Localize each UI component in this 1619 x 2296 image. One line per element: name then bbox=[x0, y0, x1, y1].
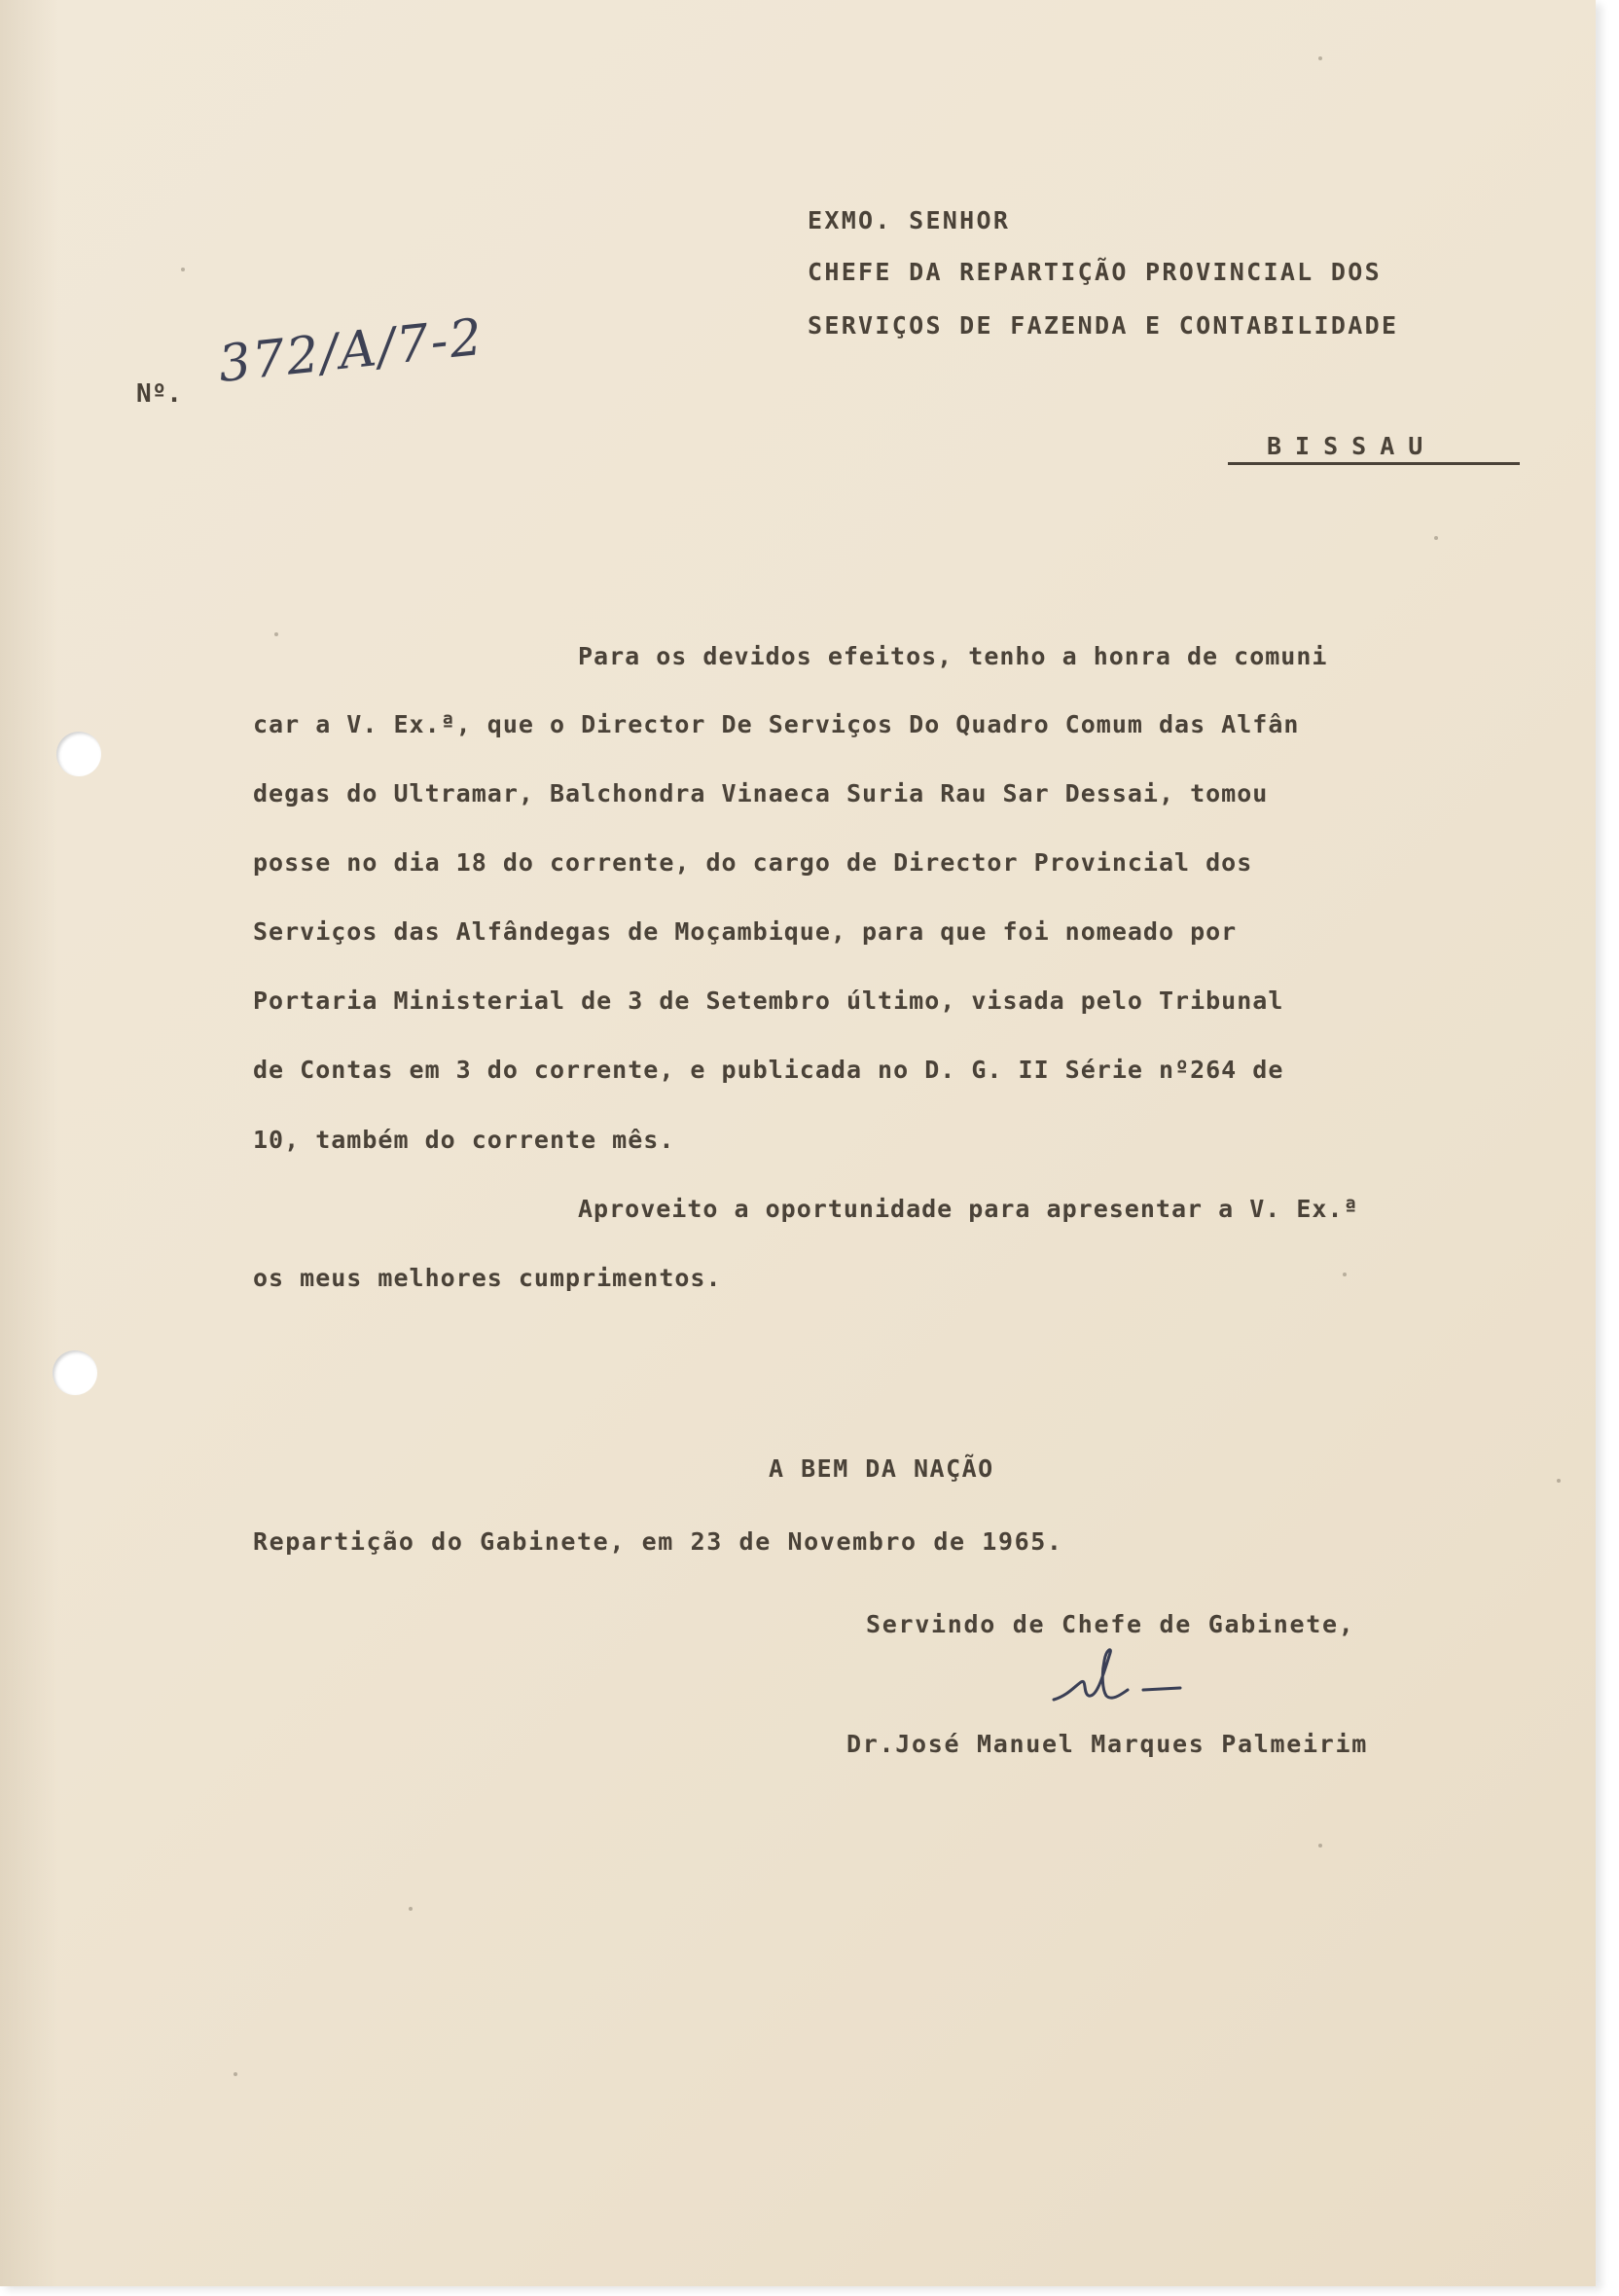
place-and-date: Repartição do Gabinete, em 23 de Novembro de 1965. bbox=[253, 1527, 1063, 1556]
body-text: Para os devidos efeitos, tenho a honra de comuni bbox=[578, 642, 1328, 670]
paper-speck bbox=[274, 632, 278, 636]
body-text: Serviços das Alfândegas de Moçambique, para que foi nomeado por bbox=[253, 917, 1238, 946]
addressee-line-2: CHEFE DA REPARTIÇÃO PROVINCIAL DOS bbox=[808, 258, 1382, 286]
city-underline bbox=[1228, 462, 1520, 465]
body-line bbox=[253, 710, 1518, 738]
signature-mark bbox=[1046, 1639, 1202, 1717]
body-text: degas do Ultramar, Balchondra Vinaeca Suria Rau Sar Dessai, tomou bbox=[253, 779, 1269, 807]
signatory-name: Dr.José Manuel Marques Palmeirim bbox=[846, 1730, 1369, 1758]
body-text: Portaria Ministerial de 3 de Setembro último, visada pelo Tribunal bbox=[253, 987, 1284, 1015]
punch-hole-top bbox=[56, 732, 101, 776]
paper-speck bbox=[234, 2072, 237, 2076]
body-text: posse no dia 18 do corrente, do cargo de Director Provincial dos bbox=[253, 848, 1253, 877]
body-text: os meus melhores cumprimentos. bbox=[253, 1264, 722, 1292]
body-line bbox=[253, 779, 1518, 807]
paper-speck bbox=[1318, 56, 1322, 60]
body-line bbox=[253, 848, 1518, 877]
addressee-line-1: EXMO. SENHOR bbox=[808, 206, 1011, 234]
punch-hole-bottom bbox=[53, 1350, 97, 1395]
paper-speck bbox=[181, 268, 185, 271]
body-line bbox=[253, 987, 1518, 1015]
reference-label: Nº. bbox=[136, 379, 182, 409]
paper-speck bbox=[1318, 1844, 1322, 1848]
addressee-city: BISSAU bbox=[1267, 432, 1437, 460]
body-text: Aproveito a oportunidade para apresentar a V. Ex.ª bbox=[578, 1195, 1359, 1223]
paper-speck bbox=[1434, 536, 1438, 540]
body-line bbox=[253, 917, 1518, 946]
body-text: de Contas em 3 do corrente, e publicada no D. G. II Série nº264 de bbox=[253, 1056, 1284, 1084]
body-line bbox=[253, 1056, 1518, 1084]
addressee-line-3: SERVIÇOS DE FAZENDA E CONTABILIDADE bbox=[808, 311, 1399, 340]
body-line bbox=[253, 1126, 1518, 1154]
body-line bbox=[253, 1264, 1518, 1292]
paper-speck bbox=[409, 1907, 413, 1911]
closing-motto: A BEM DA NAÇÃO bbox=[769, 1454, 994, 1483]
body-line bbox=[578, 642, 1518, 670]
body-line bbox=[578, 1195, 1518, 1223]
reference-number-handwritten: 372/A/7-2 bbox=[215, 307, 487, 394]
body-text: 10, também do corrente mês. bbox=[253, 1126, 675, 1154]
paper-speck bbox=[1557, 1479, 1561, 1483]
body-text: car a V. Ex.ª, que o Director De Serviços Do Quadro Comum das Alfân bbox=[253, 710, 1300, 738]
signatory-role: Servindo de Chefe de Gabinete, bbox=[866, 1610, 1355, 1638]
